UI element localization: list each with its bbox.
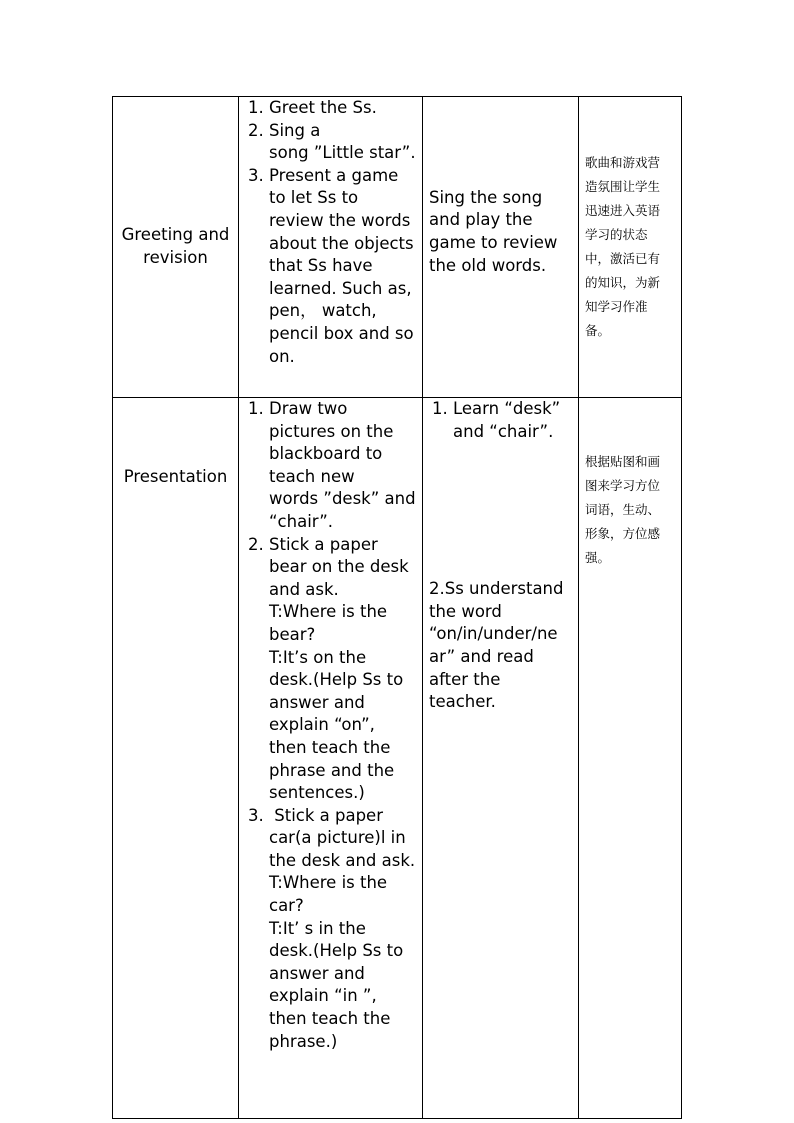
step-line: learned. Such as,: [269, 278, 412, 298]
greeting-steps-list: [239, 97, 422, 368]
greeting-stage-label: Greeting and revision: [121, 225, 230, 267]
presentation-notes-cell: [579, 398, 682, 1119]
step-line: that Ss have: [269, 256, 373, 276]
step-line: the desk and ask.: [269, 850, 416, 870]
students-line: game to review: [429, 233, 558, 252]
step-line: T:Where is the: [269, 602, 388, 622]
presentation-step: [269, 534, 418, 805]
students-line: and “chair”.: [453, 421, 554, 441]
note-line: 知学习作准: [585, 299, 648, 314]
note-line: 学习的状态: [585, 227, 648, 242]
greeting-students-cell: [423, 97, 579, 398]
lesson-plan-table: [112, 96, 682, 1119]
step-line: pencil box and so: [269, 323, 414, 343]
step-line: “chair”.: [269, 511, 334, 531]
step-line: 2. Stick a paper: [269, 534, 378, 554]
step-line: explain “in ”,: [269, 986, 377, 1006]
step-line: explain “on”,: [269, 715, 375, 735]
students-step: [453, 398, 572, 443]
students-line: 1. Learn “desk”: [453, 399, 561, 418]
step-line: 2. Sing a: [269, 120, 321, 140]
step-line: car?: [269, 896, 304, 916]
greeting-stage-cell: [113, 97, 239, 398]
presentation-row: [113, 398, 682, 1119]
step-line: answer and: [269, 963, 365, 983]
note-line: 造氛围让学生: [585, 179, 661, 194]
students-line: the old words.: [429, 255, 547, 275]
step-line: desk.(Help Ss to: [269, 941, 404, 961]
note-line: 歌曲和游戏营: [585, 155, 661, 170]
note-line: 根据贴图和画: [585, 454, 661, 469]
note-line: 的知识，为新: [585, 275, 661, 290]
students-line: after the: [429, 669, 501, 689]
step-line: words ”desk” and: [269, 489, 416, 509]
step-line: T:It’s on the: [269, 647, 367, 667]
step-line: song ”Little star”.: [269, 143, 416, 163]
presentation-steps-list: [239, 398, 422, 1053]
step-line: car(a picture)l in: [269, 828, 406, 848]
step-line: pen， watch,: [269, 301, 377, 321]
step-line: phrase and the: [269, 760, 395, 780]
step-line: and ask.: [269, 579, 339, 599]
spacer: [429, 443, 572, 578]
students-line: and play the: [429, 210, 533, 230]
note-line: 强。: [585, 550, 611, 565]
note-line: 图来学习方位: [585, 478, 661, 493]
step-line: T:Where is the: [269, 873, 388, 893]
step-line: answer and: [269, 692, 365, 712]
students-line: Sing the song: [429, 187, 543, 207]
step-line: sentences.): [269, 783, 365, 803]
step-line: on.: [269, 346, 295, 366]
greeting-row: [113, 97, 682, 398]
greeting-notes-cell: [579, 97, 682, 398]
step-line: then teach the: [269, 1009, 391, 1029]
greeting-step: [269, 97, 418, 120]
greeting-step: [269, 165, 418, 368]
presentation-step: [269, 805, 418, 1054]
note-line: 形象，方位感: [585, 526, 661, 541]
step-line: 3. Stick a paper: [269, 805, 383, 825]
note-line: 迅速进入英语: [585, 203, 661, 218]
students-line: 2.Ss understand: [429, 579, 564, 599]
presentation-stage-cell: [113, 398, 239, 1119]
students-line: “on/in/under/ne: [429, 624, 558, 644]
step-line: 1. Draw two: [269, 399, 348, 418]
step-line: then teach the: [269, 737, 391, 757]
students-line: teacher.: [429, 692, 496, 712]
note-line: 备。: [585, 323, 611, 338]
step-line: bear on the desk: [269, 557, 409, 577]
step-line: about the objects: [269, 233, 414, 253]
step-line: review the words: [269, 210, 411, 230]
step-line: T:It’ s in the: [269, 918, 366, 938]
presentation-stage-label: Presentation: [123, 467, 228, 486]
presentation-teacher-cell: [239, 398, 423, 1119]
step-line: desk.(Help Ss to: [269, 670, 404, 690]
note-line: 中，激活已有: [585, 251, 661, 266]
greeting-teacher-cell: [239, 97, 423, 398]
presentation-step: [269, 398, 418, 534]
step-line: 1. Greet the Ss.: [269, 98, 377, 117]
step-line: teach new: [269, 466, 355, 486]
presentation-students-cell: [423, 398, 579, 1119]
step-line: blackboard to: [269, 444, 383, 464]
step-line: phrase.): [269, 1031, 338, 1051]
note-line: 词语，生动、: [585, 502, 661, 517]
step-line: bear?: [269, 624, 316, 644]
students-line: the word: [429, 601, 502, 621]
step-line: pictures on the: [269, 421, 394, 441]
step-line: to let Ss to: [269, 188, 359, 208]
students-line: ar” and read: [429, 646, 534, 666]
step-line: 3. Present a game: [269, 165, 399, 185]
greeting-step: [269, 120, 418, 165]
presentation-students-list: [429, 398, 572, 443]
